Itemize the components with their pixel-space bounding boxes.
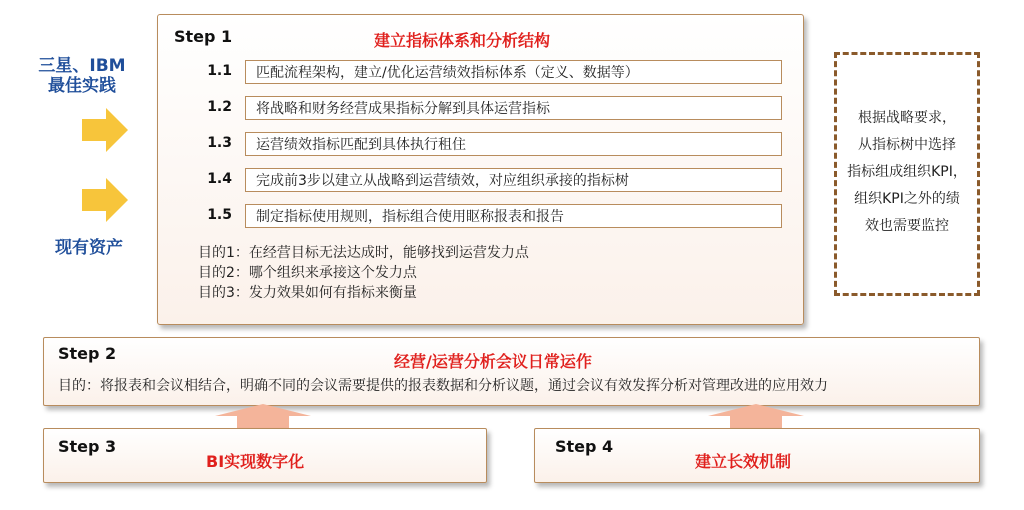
side-note-line: 效也需要监控 bbox=[865, 218, 949, 234]
purpose-list bbox=[198, 243, 529, 303]
arrow-up-icon bbox=[708, 404, 804, 428]
item-text: 完成前3步以建立从战略到运营绩效，对应组织承接的指标树 bbox=[245, 168, 782, 192]
practice-label bbox=[32, 56, 132, 96]
assets-label: 现有资产 bbox=[55, 238, 123, 258]
item-number: 1.2 bbox=[207, 99, 232, 115]
arrow-up-icon bbox=[215, 404, 311, 428]
arrow-right-icon bbox=[82, 178, 128, 222]
step2-purpose: 目的：将报表和会议相结合，明确不同的会议需要提供的报表数据和分析议题，通过会议有效发挥分析对管理改进的应用效力 bbox=[58, 378, 828, 394]
item-number: 1.4 bbox=[207, 171, 232, 187]
step2-label: Step 2 bbox=[58, 344, 117, 363]
purpose-line: 目的2：哪个组织来承接这个发力点 bbox=[198, 265, 417, 281]
arrow-right-icon bbox=[82, 108, 128, 152]
item-number: 1.5 bbox=[207, 207, 232, 223]
side-note-line: 根据战略要求， bbox=[858, 110, 956, 126]
step3-title: BI实现数字化 bbox=[206, 452, 305, 471]
side-note-text bbox=[837, 105, 977, 240]
side-note-box bbox=[834, 52, 980, 296]
step1-title: 建立指标体系和分析结构 bbox=[374, 31, 551, 50]
side-note-line: 从指标树中选择 bbox=[858, 137, 956, 153]
step2-panel bbox=[43, 337, 980, 406]
item-number: 1.1 bbox=[207, 63, 232, 79]
step4-label: Step 4 bbox=[555, 437, 614, 456]
item-text: 将战略和财务经营成果指标分解到具体运营指标 bbox=[245, 96, 782, 120]
step4-title: 建立长效机制 bbox=[695, 452, 792, 471]
item-text: 制定指标使用规则，指标组合使用眍称报表和报告 bbox=[245, 204, 782, 228]
purpose-line: 目的1：在经营目标无法达成时，能够找到运营发力点 bbox=[198, 245, 529, 261]
step1-panel bbox=[157, 14, 804, 325]
item-number: 1.3 bbox=[207, 135, 232, 151]
step3-label: Step 3 bbox=[58, 437, 117, 456]
side-note-line: 指标组成组织KPI， bbox=[847, 164, 967, 180]
step1-label: Step 1 bbox=[174, 27, 233, 46]
practice-label-line2: 最佳实践 bbox=[48, 76, 116, 96]
item-text: 运营绩效指标匹配到具体执行租住 bbox=[245, 132, 782, 156]
step3-panel bbox=[43, 428, 487, 483]
step4-panel bbox=[534, 428, 980, 483]
step2-title: 经营/运营分析会议日常运作 bbox=[394, 352, 592, 371]
side-note-line: 组织KPI之外的绩 bbox=[854, 191, 960, 207]
item-text: 匹配流程架构，建立/优化运营绩效指标体系（定义、数据等） bbox=[245, 60, 782, 84]
purpose-line: 目的3：发力效果如何有指标来衡量 bbox=[198, 285, 417, 301]
practice-label-line1: 三星、IBM bbox=[38, 56, 126, 76]
